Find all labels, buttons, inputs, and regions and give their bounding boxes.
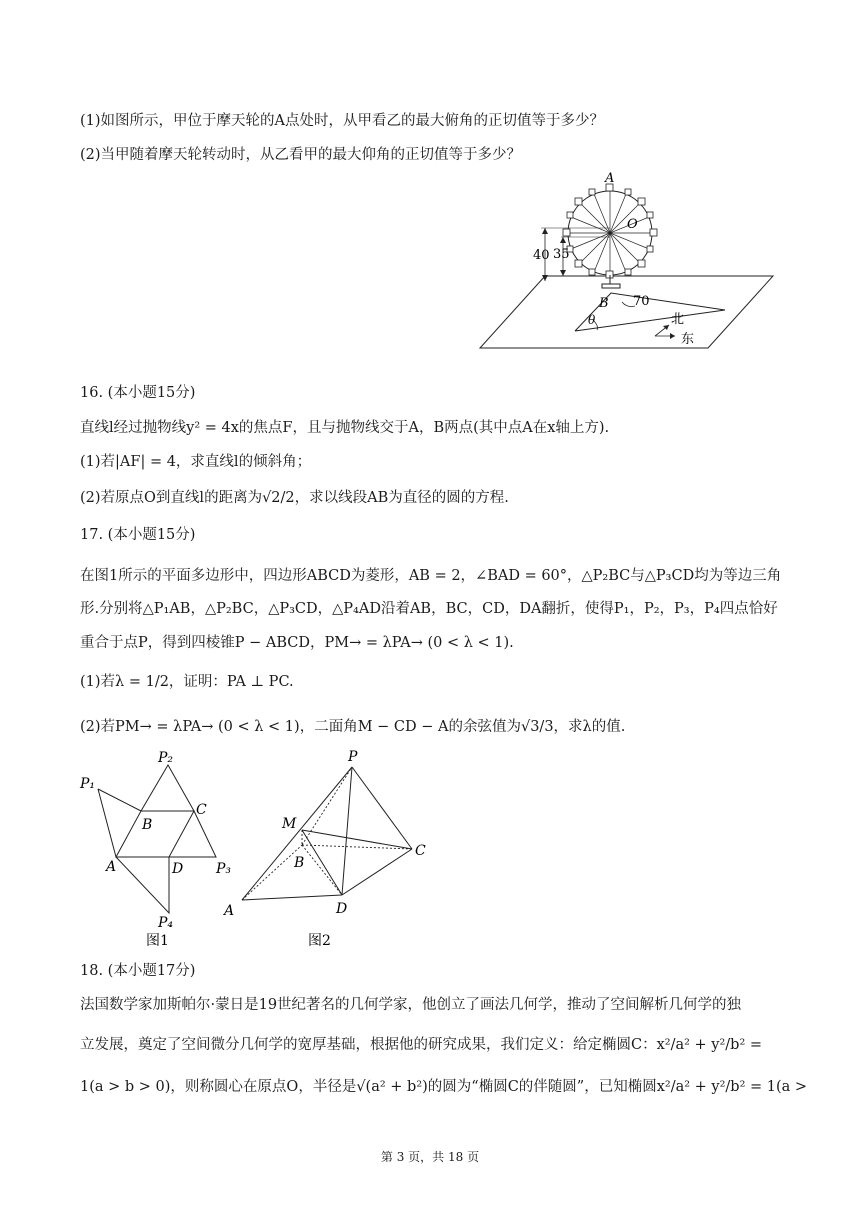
- label-east: 东: [681, 332, 695, 347]
- label-40: 40: [533, 248, 550, 263]
- label-B-fig2: B: [294, 855, 305, 871]
- label-M-fig2: M: [282, 816, 297, 832]
- q17-part1: (1)若λ = 1/2，证明：PA ⊥ PC.: [80, 674, 294, 690]
- q17-header: 17. (本小题15分): [80, 527, 196, 543]
- q18-header: 18. (本小题17分): [80, 963, 196, 979]
- label-O: O: [627, 217, 638, 232]
- label-C-fig2: C: [415, 843, 426, 859]
- label-P-fig2: P: [348, 749, 358, 765]
- label-theta: θ: [588, 313, 596, 327]
- q18-line1: 法国数学家加斯帕尔·蒙日是19世纪著名的几何学家，他创立了画法几何学，推动了空间解析几何学的独: [80, 997, 742, 1013]
- q17-part2: (2)若PM→ = λPA→ (0 < λ < 1)，二面角M − CD − A的余弦值为√3/3，求λ的值.: [80, 719, 626, 735]
- label-P2: P₂: [158, 750, 174, 766]
- q18-line2: 立发展，奠定了空间微分几何学的宽厚基础，根据他的研究成果，我们定义：给定椭圆C：x²/a² + y²/b² =: [80, 1037, 763, 1053]
- label-P4: P₄: [158, 915, 174, 931]
- q16-header: 16. (本小题15分): [80, 385, 196, 401]
- q17-stem-1: 在图1所示的平面多边形中，四边形ABCD为菱形，AB = 2，∠BAD = 60°，△P₂BC与△P₃CD均为等边三角: [80, 568, 782, 584]
- label-D-fig2: D: [336, 901, 348, 917]
- q17-stem-2: 形.分别将△P₁AB，△P₂BC，△P₃CD，△P₄AD沿着AB，BC，CD，DA翻折，使得P₁，P₂，P₃，P₄四点恰好: [80, 601, 778, 617]
- label-A-fig2: A: [224, 903, 235, 919]
- figure-1-caption: 图1: [146, 933, 169, 949]
- page-footer: 第 3 页，共 18 页: [380, 1150, 480, 1164]
- figure-1-polygon: [76, 745, 246, 950]
- figure-2-caption: 图2: [308, 933, 331, 949]
- q17-stem-3: 重合于点P，得到四棱锥P − ABCD，PM→ = λPA→ (0 < λ < 1).: [80, 635, 514, 651]
- label-A: A: [605, 171, 615, 186]
- q18-line3: 1(a > b > 0)，则称圆心在原点O，半径是√(a² + b²)的圆为“椭圆C的伴随圆”，已知椭圆x²/a² + y²/b² = 1(a >: [80, 1079, 808, 1095]
- q16-part2: (2)若原点O到直线l的距离为√2/2，求以线段AB为直径的圆的方程.: [80, 490, 509, 506]
- label-B: B: [599, 296, 609, 311]
- figure-2-pyramid: [222, 745, 437, 950]
- label-70: 70: [633, 294, 650, 309]
- q15-part2: (2)当甲随着摩天轮转动时，从乙看甲的最大仰角的正切值等于多少？: [80, 147, 522, 163]
- q16-part1: (1)若|AF| = 4，求直线l的倾斜角；: [80, 454, 312, 470]
- q15-part1: (1)如图所示，甲位于摩天轮的A点处时，从甲看乙的最大俯角的正切值等于多少？: [80, 113, 605, 129]
- label-north: 北: [671, 312, 685, 327]
- label-A-fig1: A: [106, 859, 117, 875]
- ferris-wheel-figure: [475, 168, 775, 353]
- label-P1: P₁: [80, 776, 96, 792]
- label-C-fig1: C: [196, 802, 207, 818]
- label-P3: P₃: [216, 861, 232, 877]
- label-B-fig1: B: [142, 817, 153, 833]
- label-D-fig1: D: [172, 861, 184, 877]
- label-35: 35: [553, 247, 570, 262]
- q16-stem: 直线l经过抛物线y² = 4x的焦点F，且与抛物线交于A，B两点(其中点A在x轴上方).: [80, 420, 610, 436]
